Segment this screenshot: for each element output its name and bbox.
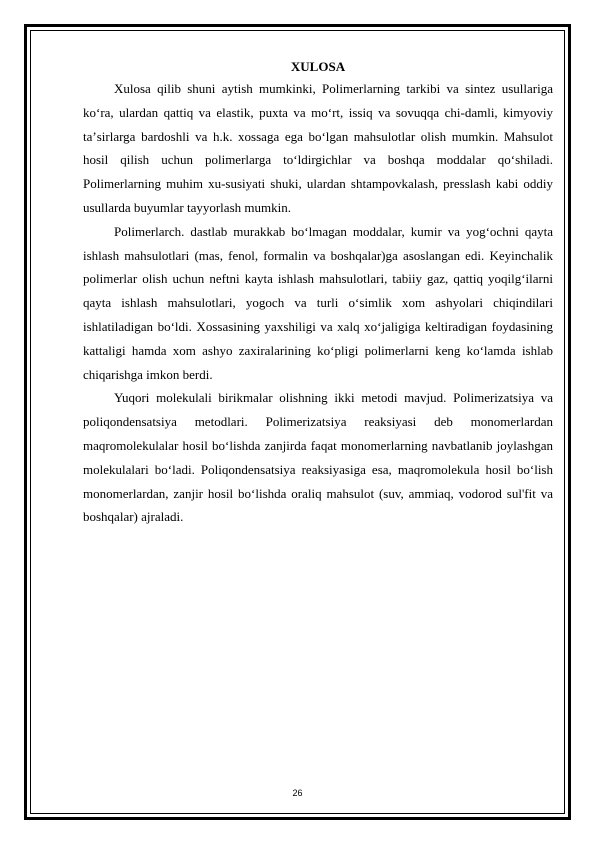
paragraph-3: Yuqori molekulali birikmalar olishning ikki metodi mavjud. Polimerizatsiya va poliqondensatsiya metodlari. Polimerizatsiya reaksiyasi deb monomerlardan maqromolekulalar hosil bo‘lishda zanjirda faqat monomerlarning navbatlanib joylashgan molekulalari bo‘ladi. Poliqondensatsiya reaksiyasiga esa, maqromolekula hosil bo‘lish monomerlardan, zanjir hosil bo‘lishda oraliq mahsulot (suv, ammiaq, vodorod sul'fit va boshqalar) ajraladi. [83, 390, 553, 525]
paragraph-2: Polimerlarch. dastlab murakkab bo‘lmagan moddalar, kumir va yog‘ochni qayta ishlash mahsulotlari (mas, fenol, formalin va boshqalar)ga asoslangan edi. Keyinchalik polimerlar olish uchun neftni kayta ishlash mahsulotlari, tabiiy gaz, qattiq yoqilg‘ilarni qayta ishlash mahsulotlari, yogoch va turli o‘simlik xom ashyolari chiqindilari ishlatiladigan bo‘ldi. Xossasining yaxshiligi va xalq xo‘jaligiga keltiradigan foydasining kattaligi hamda xom ashyo zaxiralarining ko‘pligi polimerlarni keng ko‘lamda ishlab chiqarishga imkon berdi. [83, 223, 553, 382]
paragraph-1: Xulosa qilib shuni aytish mumkinki, Polimerlarning tarkibi va sintez usullariga ko‘ra, ulardan qattiq va elastik, puxta va mo‘rt, issiq va sovuqqa chi-damli, kimyoviy taʼsirlarga bardoshli va h.k. xossaga ega bo‘lgan mahsulotlar olish mumkin. Mahsulot hosil qilish uchun polimerlarga to‘ldirgichlar va boshqa moddalar qo‘shiladi. Polimerlarning muhim xu-susiyati shuki, ulardan shtampovkalash, presslash kabi oddiy usullarda buyumlar tayyorlash mumkin. [83, 81, 553, 215]
document-title: XULOSA [290, 59, 346, 74]
page-number: 26 [292, 788, 303, 798]
document-body [83, 57, 553, 529]
